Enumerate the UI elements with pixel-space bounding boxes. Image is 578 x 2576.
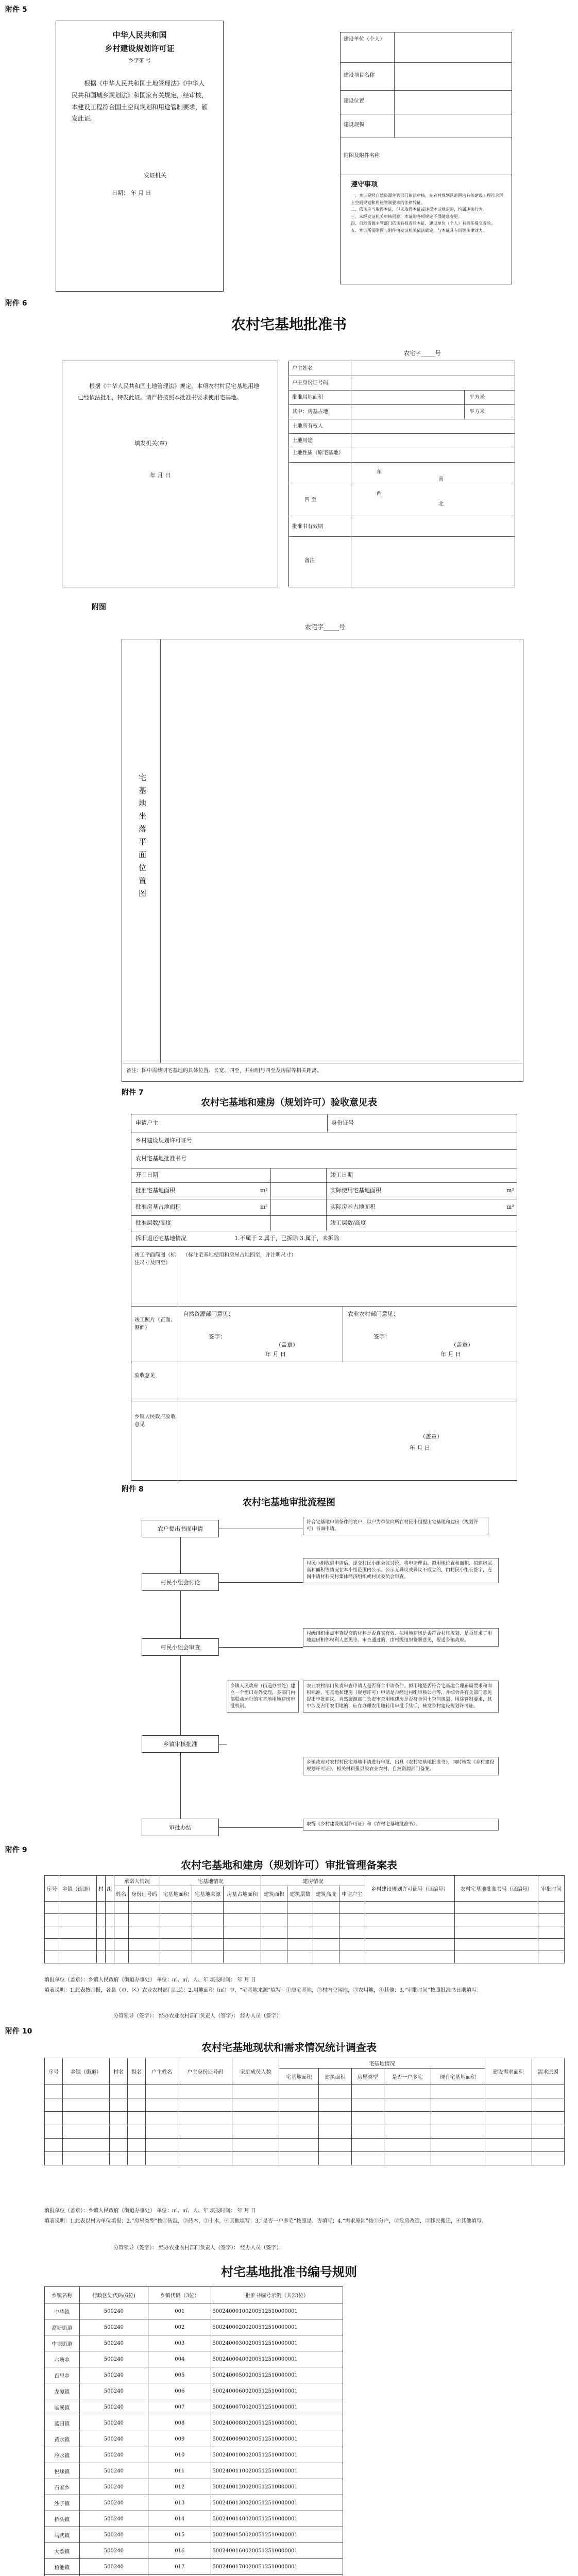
code-cell: 50024000300200512510000001 [211,2335,343,2351]
code-table [44,2286,343,2576]
acc-actual-area: 实际使用宅基地面积 [330,1187,381,1194]
code-cell: 500240 [79,2543,148,2559]
code-cell: 50024000500200512510000001 [211,2367,343,2383]
rec-signs: 分管领导（签字）： 经办农业农村部门负责人（签字）： 经办人员（签字）： [113,2013,284,2019]
ap-south: 南 [438,477,444,482]
code-cell: 500240 [79,2335,148,2351]
code-cell: 012 [148,2479,211,2495]
acc-ymd-1: 年 月 日 [265,1351,286,1358]
code-cell: 500240 [79,2511,148,2527]
code-cell: 500240 [79,2319,148,2335]
acc-done: 竣工日期 [330,1172,353,1178]
acc-approved-area: 批准宅基地面积 [135,1187,175,1194]
sur-h12: 建设需求面积 [485,2058,532,2085]
sur-h10: 是否一户多宅 [384,2069,431,2085]
code-row [45,2463,343,2479]
annex5-label: 附件 5 [5,6,27,14]
rec-h7: 宅基地面积 [160,1886,192,1902]
record-table [44,1875,565,1963]
license-back [340,32,512,284]
rec-footer: 填报单位（盖章）：乡镇人民政府（街道办事处） 单位：㎡、㎡、人、年 填报时间： 年 月 日 [44,1977,256,1983]
acc-unit-1: m² [260,1187,268,1194]
code-cell: 50024001000200512510000001 [211,2447,343,2463]
acc-unit-4: m² [506,1204,514,1210]
license-serial: 乡字第 号 [128,58,151,64]
code-cell: 011 [148,2463,211,2479]
approval-left [62,361,278,587]
code-cell: 014 [148,2511,211,2527]
code-cell: 500240 [79,2351,148,2367]
rec-h1: 乡镇（街道） [59,1876,97,1902]
ap-unit-1: 平方米 [469,409,485,415]
code-cell: 50024001100200512510000001 [211,2463,343,2479]
code-cell: 017 [148,2559,211,2575]
code-h0: 乡镇名称 [45,2287,80,2303]
rec-g2: 宅基地情况 [160,1876,261,1886]
code-cell: 500240 [79,2495,148,2511]
code-cell: 龙潭镇 [45,2383,80,2399]
code-cell: 蓝田镇 [45,2415,80,2431]
sur-h2: 村名 [110,2058,128,2085]
sur-h6: 家庭成员人数 [232,2058,279,2085]
code-cell: 001 [148,2303,211,2319]
code-row [45,2479,343,2495]
code-row [45,2367,343,2383]
flow-note-4b: 农业农村部门负责审查申请人是否符合申请条件、拟用地是否符合宅基地合理布局要求和面积标准、宅基地和建房（规划许可）申请是否经过村组审核公示等，并综合各有关部门意见提出审批建议。自然资源部门负责审查用地建房是否符合国土空间规划、用途管制要求，其中涉及占用农用地的，应在办理农用地转用审批手续后，核发乡村建设规划许可证。 [303,1681,499,1713]
sur-h0: 序号 [45,2058,63,2085]
code-cell: 50024000700200512510000001 [211,2399,343,2415]
code-cell: 50024001400200512510000001 [211,2511,343,2527]
code-row [45,2335,343,2351]
sur-h3: 组名 [128,2058,146,2085]
rec-h8: 宅基地来源 [192,1886,224,1902]
acc-town-ymd: 年 月 日 [410,1445,430,1451]
code-cell: 沙子镇 [45,2495,80,2511]
code-cell: 50024000400200512510000001 [211,2351,343,2367]
acc-sign-1: 签字： [209,1333,226,1340]
code-row [45,2511,343,2527]
code-cell: 六塘乡 [45,2351,80,2367]
code-cell: 50024001600200512510000001 [211,2543,343,2559]
rec-h14: 农村宅基地批准书号（证编号） [454,1876,538,1902]
rec-h0: 序号 [45,1876,59,1902]
approval-right [288,361,515,587]
acc-sign-2: 签字： [373,1333,390,1340]
sur-h9: 房屋类型 [351,2069,384,2085]
code-cell: 50024001700200512510000001 [211,2559,343,2575]
rec-h10: 建筑面积 [261,1886,287,1902]
acc-rural: 农业农村部门意见： [348,1311,399,1317]
acc-town: 乡镇人民政府验收意见 [134,1414,176,1428]
code-cell: 50024000900200512510000001 [211,2431,343,2447]
annex10-label: 附件 10 [5,2027,32,2036]
rec-h6: 身份证号码 [128,1886,160,1902]
license-title1: 中华人民共和国 [112,30,167,40]
rec-h9: 房基占地面积 [224,1886,261,1902]
flow-note-5: 取得《乡村建设规划许可证》和《农村宅基地批准书》。 [303,1819,499,1831]
annex9-title: 农村宅基地和建房（规划许可）审批管理备案表 [181,1859,397,1871]
code-cell: 悦崃镇 [45,2463,80,2479]
code-cell: 50024000800200512510000001 [211,2415,343,2431]
code-cell: 500240 [79,2367,148,2383]
sur-signs: 分管领导（签字）： 经办农业农村部门负责人（签字）： 经办人员（签字）： [113,2245,284,2251]
code-cell: 500240 [79,2527,148,2543]
code-cell: 临溪镇 [45,2399,80,2415]
code-cell: 50024000100200512510000001 [211,2303,343,2319]
attach-side-label: 宅基地坐落平面位置图 [138,773,147,902]
attach-frame [122,639,523,1082]
code-cell: 010 [148,2447,211,2463]
acc-applicant: 申请户主 [135,1120,158,1126]
code-cell: 500240 [79,2447,148,2463]
code-row [45,2351,343,2367]
approval-body: 根据《中华人民共和国土地管理法》规定，本项农村村民宅基地用地已经依法批准，特发此证。请严格按照本批准书要求使用宅基地。 [78,383,259,401]
ap-row-3: 其中：房基占地 [292,409,328,415]
flow-step-3: 村民小组会审查 [142,1638,219,1656]
acc-ymd-2: 年 月 日 [440,1351,461,1358]
code-row [45,2415,343,2431]
attach-serial: 农宅字_____号 [305,623,346,631]
code-row [45,2527,343,2543]
code-cell: 500240 [79,2383,148,2399]
acc-idno: 身份证号 [331,1120,354,1126]
flow-note-1: 符合宅基地申请条件的农户，以户为单位向所在村民小组提出宅基地和建房（规划许可）书面申请。 [303,1517,488,1535]
acc-actual-height: 竣工层数/高度 [330,1219,366,1226]
code-cell: 石家乡 [45,2479,80,2495]
code-cell: 500240 [79,2479,148,2495]
back-row-2: 建设位置 [344,98,364,104]
acc-measure: 竣工平面简图（标注尺寸及四至） [134,1252,176,1266]
ap-row-0: 户主姓名 [292,366,313,371]
ap-east: 东 [377,469,382,475]
sur-notes: 填表说明：1.此表以村为单位填报；2.“房屋类型”按①砖混，②砖木，③土木，④其他填写；3.“是否一户多宅”按照是、否填写；4.“需求原因”按①分户，②危房改造，③移民搬迁，④其他填写。 [44,2218,487,2224]
code-cell: 500240 [79,2431,148,2447]
annex7-title: 农村宅基地和建房（规划许可）验收意见表 [201,1097,377,1108]
code-row [45,2383,343,2399]
code-row [45,2559,343,2575]
notice-text: 一、本证是经自然资源主管部门依法审核，在农村规划区范围内有关建设工程符合国土空间规划和用途管制要求的法律凭证。 二、依法应当取得本证，但未取得本证或违反本证规定的，均属违法行为。 三、未经发证机关审核同意，本证的各项规定不得随意变更。 四、自然资源主管部门依法有权查验本证，建设单位（个人）有责任提交查验。 五、本证所需附图与附件由发证机关依法确定，与本证具有同等法律效力。 [351,193,503,233]
code-cell: 中华镇 [45,2303,80,2319]
survey-table [44,2058,565,2165]
code-h3: 批准书编号示例（共23位） [211,2287,343,2303]
approval-date: 年 月 日 [150,472,171,479]
back-row-0: 建设单位（个人） [344,37,385,42]
code-cell: 50024001200200512510000001 [211,2479,343,2495]
sur-h1: 乡镇（街道） [63,2058,110,2085]
code-cell: 005 [148,2367,211,2383]
flow-step-1: 农户提出书面申请 [142,1520,219,1537]
ap-row-1: 户主身份证号码 [292,380,328,386]
flow-note-4c: 乡镇政府对农村村民宅基地申请进行审批，出具《农村宅基地批准书》，同时核发《乡村建设规划许可证》，相关材料报县级农业农村、自然资源部门备案。 [303,1757,499,1775]
ap-row-4: 土地所有权人 [292,423,323,429]
code-cell: 大歇镇 [45,2543,80,2559]
license-title2: 乡村建设规划许可证 [105,44,175,53]
acc-pic-note: 竣工照片（正面、侧面） [134,1317,176,1331]
code-h2: 乡镇代码（3位） [148,2287,211,2303]
acc-actual-house: 实际房基占地面积 [330,1204,376,1210]
flow-step-5: 审批办结 [142,1819,219,1836]
acc-permit: 乡村建设规划许可证号 [135,1137,192,1144]
attach-footnote: 备注：图中需载明宅基地的具体位置、长宽、四至，并标明与四至及房屋等相关距离。 [126,1068,322,1074]
code-cell: 中坝街道 [45,2335,80,2351]
rec-h4: 申请户主 [339,1886,365,1902]
acc-unit-2: m² [506,1187,514,1194]
code-cell: 500240 [79,2463,148,2479]
sur-h11: 现有宅基地面积 [431,2069,485,2085]
sur-group: 宅基地情况 [279,2058,485,2069]
annex6-label: 附件 6 [5,299,27,308]
code-cell: 黄水镇 [45,2431,80,2447]
rec-h3: 组 [105,1876,114,1902]
ap-remark: 备注 [304,558,315,564]
flow-note-4a: 乡镇人民政府（街道办事处）建立一个窗口对外受理，多部门内部联动运行的宅基地用地建房审批机制。 [227,1681,299,1713]
code-cell: 500240 [79,2399,148,2415]
ap-west: 西 [377,491,382,497]
sur-h8: 建筑面积 [319,2069,351,2085]
code-cell: 冷水镇 [45,2447,80,2463]
flow-note-3: 村级组织重点审查提交的材料是否真实有效、拟用地建房是否符合村庄规划、是否征求了用地建房相邻权利人意见等。审查通过的，由村级组织签署意见，报送乡镇政府。 [303,1628,499,1647]
sur-h5: 户主身份证号码 [178,2058,232,2085]
flow-note-2: 村民小组收到申请后，提交村民小组会议讨论，将申请理由、拟用地位置和面积、拟建房层高和面积等情况在本小组范围内公示。公示无异议或异议不成立的，由村民小组长签字，连同申请材料交村集体经济组织或村民委员会审查。 [303,1558,499,1583]
code-cell: 013 [148,2495,211,2511]
code-row [45,2303,343,2319]
code-cell: 008 [148,2415,211,2431]
code-cell: 500240 [79,2559,148,2575]
code-cell: 鱼池镇 [45,2559,80,2575]
code-row [45,2543,343,2559]
code-row [45,2399,343,2415]
acc-seal-2: （盖章） [451,1342,473,1348]
acc-opinion: 验收意见 [134,1373,155,1379]
annex8-label: 附件 8 [122,1485,144,1494]
back-row-3: 建设规模 [344,122,364,128]
annex6-title: 农村宅基地批准书 [231,316,347,333]
code-cell: 002 [148,2319,211,2335]
annex6-attach-label: 附图 [92,603,106,612]
license-front [56,21,224,292]
approval-issuer: 填发机关(章) [134,440,167,447]
notice-title: 遵守事项 [351,181,378,189]
code-cell: 50024001300200512510000001 [211,2495,343,2511]
back-row-4: 附图及附件名称 [344,153,380,159]
code-cell: 006 [148,2383,211,2399]
rec-g1: 承诺人情况 [114,1876,160,1886]
annex8-title: 农村宅基地审批流程图 [243,1497,335,1508]
code-cell: 003 [148,2335,211,2351]
acc-unit-3: m² [260,1204,268,1210]
ap-row-6: 土地性质（原宅基地） [292,450,344,456]
back-row-1: 建设项目名称 [344,73,375,78]
ap-north: 北 [438,501,444,507]
code-cell: 500240 [79,2303,148,2319]
code-cell: 百里乡 [45,2367,80,2383]
acc-oldhouse-opts: 1.不属于 2.属于，已拆除 3.属于，未拆除 [234,1235,339,1242]
annex6-serial: 农宅字_____号 [404,350,441,357]
rec-g3: 建房情况 [261,1876,365,1886]
acc-approval: 农村宅基地批准书号 [135,1155,186,1162]
rec-h2: 村 [96,1876,105,1902]
code-cell: 高塘街道 [45,2319,80,2335]
code-row [45,2319,343,2335]
acc-natural: 自然资源部门意见： [183,1311,234,1317]
license-authority: 发证机关 [144,172,166,179]
flow-step-4: 乡镇审核批准 [142,1735,219,1753]
flow-step-2: 村民小组会讨论 [142,1573,219,1591]
annex7-label: 附件 7 [122,1089,144,1097]
acc-seal-1: （盖章） [276,1342,298,1348]
code-row [45,2495,343,2511]
code-cell: 500240 [79,2415,148,2431]
sur-h7: 宅基地面积 [279,2069,319,2085]
rec-h12: 建筑高度 [313,1886,339,1902]
sur-footer: 填报单位（盖章）：乡镇人民政府（街道办事处） 单位：㎡、㎡、人、年 填报时间： 年 月 日 [44,2208,256,2214]
annex10-title: 农村宅基地现状和需求情况统计调查表 [201,2041,377,2054]
acc-town-seal: （盖章） [420,1433,443,1440]
ap-fourto: 四 至 [304,497,317,503]
acc-oldhouse: 拆旧退还宅基地情况 [135,1235,186,1242]
code-cell: 50024000200200512510000001 [211,2319,343,2335]
code-cell: 009 [148,2431,211,2447]
acc-approved-house: 批准房基占地面积 [135,1204,181,1210]
acc-measure-note: （标注宅基地使用和房屋占地四至，并注明尺寸） [183,1252,296,1258]
code-cell: 015 [148,2527,211,2543]
code-cell: 桥头镇 [45,2511,80,2527]
ap-row-2: 批准用地面积 [292,395,323,400]
ap-row-5: 土地用途 [292,438,313,444]
code-row [45,2447,343,2463]
acceptance-table [131,1114,517,1481]
rec-h15: 审批时间 [538,1876,565,1902]
rec-h13: 乡村建设规划许可证号（证编号） [365,1876,455,1902]
rec-h5: 姓名 [114,1886,128,1902]
annex11-title: 村宅基地批准书编号规则 [221,2265,357,2279]
code-cell: 016 [148,2543,211,2559]
code-h1: 行政区划代码(6位) [79,2287,148,2303]
acc-approved-height: 批准层数/高度 [135,1219,172,1226]
code-row [45,2431,343,2447]
sur-h4: 户主姓名 [146,2058,178,2085]
ap-deadline: 批准书有效期 [292,524,323,530]
rec-h11: 建筑层数 [287,1886,313,1902]
code-cell: 004 [148,2351,211,2367]
code-cell: 007 [148,2399,211,2415]
sur-h13: 需求原因 [532,2058,564,2085]
rec-notes: 填表说明：1.此表按月报，各县（市、区）农业农村部门汇总；2.用地面积（㎡）中，“宅基地来源”填写：①原宅基地，②村内空闲地，③农用地，④其他；3.“审批时间”按照批准书日期填写。 [44,1988,482,1993]
code-cell: 50024001500200512510000001 [211,2527,343,2543]
ap-unit-0: 平方米 [469,395,485,400]
license-date: 日期： 年 月 日 [112,190,151,196]
annex9-label: 附件 9 [5,1846,27,1854]
code-cell: 50024000600200512510000001 [211,2383,343,2399]
acc-start: 开工日期 [135,1172,158,1178]
code-cell: 马武镇 [45,2527,80,2543]
license-body: 根据《中华人民共和国土地管理法》《中华人民共和国城乡规划法》和国家有关规定，经审核，本建设工程符合国土空间规划和用途管制要求，颁发此证。 [72,80,208,123]
